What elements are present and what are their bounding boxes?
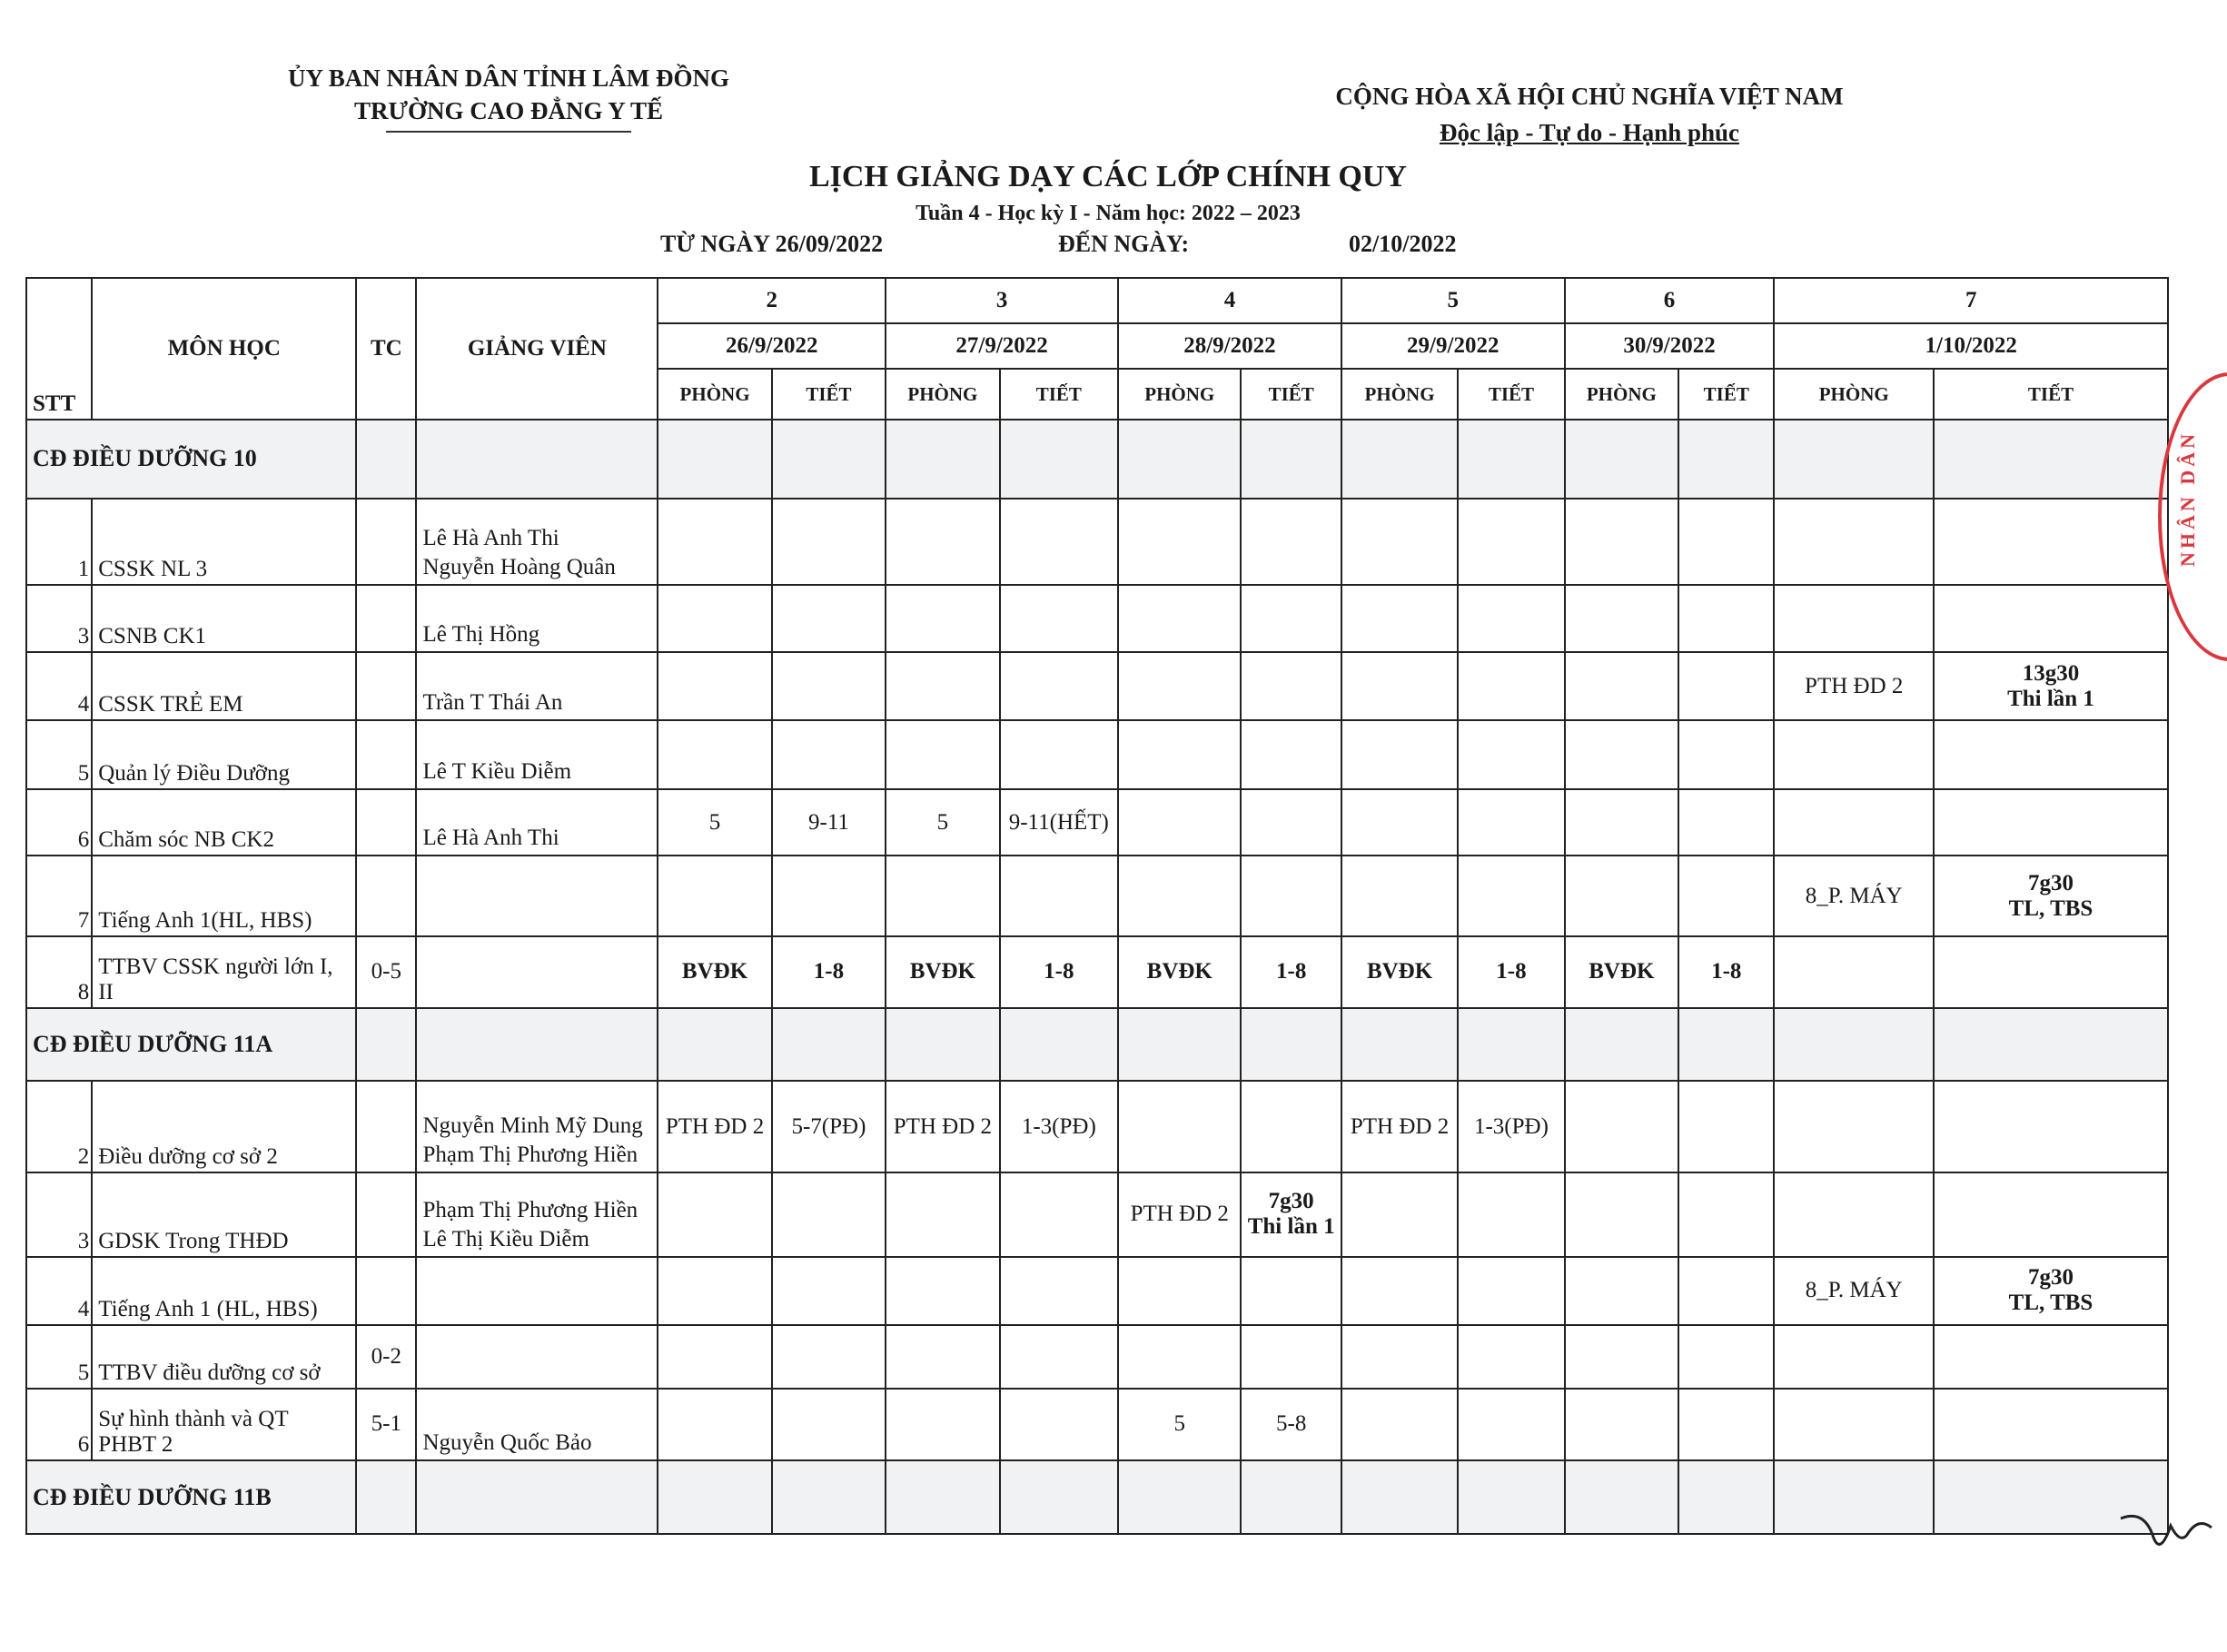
room-cell [1565,1325,1678,1389]
period-cell [1678,856,1774,936]
period-cell [1000,1172,1118,1257]
period-cell [1678,1172,1774,1257]
room-cell [886,856,999,936]
room-cell [1774,499,1934,586]
room-header-4: PHÒNG [1565,369,1678,420]
class-group-row [26,1460,2168,1534]
day-date-thu: 29/9/2022 [1341,323,1565,369]
room-cell [658,856,771,936]
period-cell [1678,1389,1774,1461]
period-cell [1678,652,1774,721]
credit-value [356,652,416,721]
course-row [26,789,2168,856]
room-cell [886,1389,999,1461]
empty-cell [416,1008,658,1082]
org-province: ỦY BAN NHÂN DÂN TỈNH LÂM ĐỒNG [287,64,729,92]
room-cell [1565,1172,1678,1257]
period-header-0: TIẾT [772,369,886,420]
period-cell [1458,789,1564,856]
subject-name: Sự hình thành và QT PHBT 2 [92,1389,356,1461]
credit-value [356,499,416,586]
room-cell: BVĐK [1341,936,1458,1008]
subject-name: CSNB CK1 [92,585,356,652]
room-cell: PTH ĐD 2 [1118,1172,1241,1257]
credit-value: 0-2 [356,1325,416,1389]
col-tc: TC [356,278,416,420]
period-cell [1934,936,2168,1008]
room-cell: BVĐK [1118,936,1241,1008]
day-date-mon: 26/9/2022 [658,323,886,369]
period-cell [772,856,886,936]
room-cell [1118,1081,1241,1172]
period-cell [1934,1081,2168,1172]
class-group-row [26,1008,2168,1082]
class-group-name: CĐ ĐIỀU DƯỠNG 10 [26,420,356,499]
period-cell: 1-8 [772,936,886,1008]
room-cell [1565,1081,1678,1172]
empty-cell [886,420,999,499]
row-number: 6 [26,789,92,856]
course-row [26,652,2168,721]
period-cell: 7g30 TL, TBS [1934,856,2168,936]
period-cell [772,1389,886,1461]
room-cell [1341,585,1458,652]
org-underline [386,131,631,133]
empty-cell [1678,1460,1774,1534]
empty-cell [772,1008,886,1082]
day-date-fri: 30/9/2022 [1565,323,1775,369]
period-cell [1458,1325,1564,1389]
period-cell [1000,1325,1118,1389]
credit-value [356,585,416,652]
room-cell [1341,720,1458,789]
credit-value: 5-1 [356,1389,416,1461]
room-cell [1565,720,1678,789]
room-cell: BVĐK [658,936,771,1008]
empty-cell [772,420,886,499]
credit-value [356,1257,416,1326]
period-cell [1678,1257,1774,1326]
subject-name: Chăm sóc NB CK2 [92,789,356,856]
room-cell [886,1325,999,1389]
issuing-organization [272,62,745,133]
empty-cell [1000,1460,1118,1534]
row-number: 1 [26,499,92,586]
period-cell [1241,789,1341,856]
empty-cell [1341,1460,1458,1534]
empty-cell [1458,1460,1564,1534]
day-num-wed: 4 [1118,278,1341,323]
period-cell [772,585,886,652]
room-cell [1341,652,1458,721]
lecturer-name: Lê Hà Anh Thi [416,789,658,856]
empty-cell [1341,420,1458,499]
lecturer-name [416,1325,658,1389]
period-cell [772,1172,886,1257]
row-number: 5 [26,1325,92,1389]
to-date-label: ĐẾN NGÀY: [1058,231,1190,257]
empty-cell [1934,1008,2168,1082]
room-cell: PTH ĐD 2 [1341,1081,1458,1172]
empty-cell [1118,1008,1241,1082]
row-number: 6 [26,1389,92,1461]
schedule-table [25,277,2169,1535]
period-cell [1678,499,1774,586]
lecturer-name: Lê Thị Hồng [416,585,658,652]
room-cell [1774,1172,1934,1257]
empty-cell [1241,1460,1341,1534]
period-cell: 5-7(PĐ) [772,1081,886,1172]
day-date-wed: 28/9/2022 [1118,323,1341,369]
empty-cell [356,1008,416,1082]
room-cell [1565,1257,1678,1326]
empty-cell [1241,420,1341,499]
empty-cell [416,420,658,499]
room-cell [1118,1325,1241,1389]
period-cell [1241,499,1341,586]
from-date: TỪ NGÀY 26/09/2022 [660,231,884,257]
class-group-row [26,420,2168,499]
period-cell: 9-11(HẾT) [1000,789,1118,856]
room-header-3: PHÒNG [1341,369,1458,420]
room-cell: 5 [1118,1389,1241,1461]
room-cell [1565,856,1678,936]
period-cell [1458,720,1564,789]
period-cell [1678,1325,1774,1389]
course-row [26,1389,2168,1461]
period-cell [1678,585,1774,652]
course-row [26,1257,2168,1326]
room-cell: 8_P. MÁY [1774,856,1934,936]
room-cell [1565,499,1678,586]
lecturer-name: Lê T Kiều Diễm [416,720,658,789]
room-header-2: PHÒNG [1118,369,1241,420]
credit-value [356,1081,416,1172]
period-cell [1458,585,1564,652]
period-cell: 1-8 [1458,936,1564,1008]
period-cell: 1-3(PĐ) [1458,1081,1564,1172]
empty-cell [658,420,771,499]
col-stt: STT [26,278,92,420]
credit-value [356,856,416,936]
period-cell [1934,499,2168,586]
subject-name: TTBV CSSK người lớn I, II [92,936,356,1008]
period-cell: 7g30 Thi lần 1 [1241,1172,1341,1257]
course-row [26,720,2168,789]
period-cell [1934,1172,2168,1257]
to-date: 02/10/2022 [1349,231,1457,257]
empty-cell [886,1460,999,1534]
room-cell [1118,652,1241,721]
empty-cell [1934,420,2168,499]
subject-name: Tiếng Anh 1 (HL, HBS) [92,1257,356,1326]
course-row [26,585,2168,652]
lecturer-name: Lê Hà Anh Thi Nguyễn Hoàng Quân [416,499,658,586]
day-num-tue: 3 [886,278,1118,323]
empty-cell [1774,420,1934,499]
credit-value [356,1172,416,1257]
period-cell [772,1257,886,1326]
period-cell: 1-8 [1000,936,1118,1008]
period-header-4: TIẾT [1678,369,1774,420]
period-cell: 5-8 [1241,1389,1341,1461]
empty-cell [1565,420,1678,499]
empty-cell [1000,1008,1118,1082]
day-num-mon: 2 [658,278,886,323]
course-row [26,856,2168,936]
empty-cell [1774,1008,1934,1082]
room-cell: 5 [886,789,999,856]
room-cell [886,1257,999,1326]
room-cell [1341,789,1458,856]
day-number-row [26,278,2168,323]
credit-value [356,720,416,789]
period-cell [1000,1257,1118,1326]
room-cell [1774,1325,1934,1389]
room-cell [658,652,771,721]
room-header-1: PHÒNG [886,369,999,420]
course-row [26,936,2168,1008]
room-cell [1565,652,1678,721]
course-row [26,499,2168,586]
period-cell [772,720,886,789]
room-cell: PTH ĐD 2 [658,1081,771,1172]
room-cell [1341,1257,1458,1326]
room-cell [1565,789,1678,856]
row-number: 7 [26,856,92,936]
empty-cell [658,1460,771,1534]
empty-cell [1458,420,1564,499]
room-cell [1118,499,1241,586]
day-date-sat: 1/10/2022 [1774,323,2168,369]
period-cell [1000,499,1118,586]
period-cell [1241,856,1341,936]
period-cell [1000,652,1118,721]
row-number: 3 [26,1172,92,1257]
room-cell: 8_P. MÁY [1774,1257,1934,1326]
day-date-tue: 27/9/2022 [886,323,1118,369]
room-cell: PTH ĐD 2 [1774,652,1934,721]
document-title: LỊCH GIẢNG DẠY CÁC LỚP CHÍNH QUY [808,160,1407,193]
empty-cell [1118,420,1241,499]
week-subtitle: Tuần 4 - Học kỳ I - Năm học: 2022 – 2023 [916,202,1301,225]
credit-value: 0-5 [356,936,416,1008]
room-cell [1341,1389,1458,1461]
period-cell: 1-8 [1678,936,1774,1008]
room-cell [886,652,999,721]
empty-cell [886,1008,999,1082]
room-cell [1341,499,1458,586]
room-cell [658,1257,771,1326]
empty-cell [356,420,416,499]
room-cell [1774,720,1934,789]
row-number: 3 [26,585,92,652]
room-cell [658,499,771,586]
day-num-fri: 6 [1565,278,1775,323]
period-cell [1458,652,1564,721]
room-cell: BVĐK [1565,936,1678,1008]
lecturer-name: Trần T Thái An [416,652,658,721]
signature-mark [2116,1508,2216,1562]
room-header-5: PHÒNG [1774,369,1934,420]
empty-cell [1678,420,1774,499]
room-cell: PTH ĐD 2 [886,1081,999,1172]
lecturer-name [416,856,658,936]
empty-cell [1678,1008,1774,1082]
day-num-thu: 5 [1341,278,1565,323]
room-cell [658,585,771,652]
room-cell: 5 [658,789,771,856]
empty-cell [1565,1460,1678,1534]
period-cell [772,652,886,721]
room-cell [1341,1172,1458,1257]
empty-cell [1565,1008,1678,1082]
credit-value [356,789,416,856]
period-header-3: TIẾT [1458,369,1564,420]
empty-cell [1118,1460,1241,1534]
row-number: 5 [26,720,92,789]
empty-cell [416,1460,658,1534]
period-cell [1934,585,2168,652]
row-number: 4 [26,652,92,721]
period-cell: 1-8 [1241,936,1341,1008]
room-cell [658,720,771,789]
lecturer-name: Phạm Thị Phương Hiền Lê Thị Kiều Diễm [416,1172,658,1257]
subject-name: TTBV điều dưỡng cơ sở [92,1325,356,1389]
room-cell [886,1172,999,1257]
room-cell [886,499,999,586]
subject-name: CSSK TRẺ EM [92,652,356,721]
room-cell [1341,1325,1458,1389]
subject-name: Tiếng Anh 1(HL, HBS) [92,856,356,936]
room-cell [1565,585,1678,652]
period-cell [1241,585,1341,652]
room-cell [1774,1389,1934,1461]
period-cell [1934,720,2168,789]
room-cell [1118,789,1241,856]
period-cell [1241,720,1341,789]
period-cell [1000,1389,1118,1461]
room-cell [1774,585,1934,652]
period-header-2: TIẾT [1241,369,1341,420]
room-cell [1118,585,1241,652]
period-cell [1458,1389,1564,1461]
col-subject: MÔN HỌC [92,278,356,420]
period-cell [1678,1081,1774,1172]
day-num-sat: 7 [1774,278,2168,323]
empty-cell [658,1008,771,1082]
period-cell [1458,1172,1564,1257]
room-cell [1565,1389,1678,1461]
period-cell [772,499,886,586]
period-cell [1241,1257,1341,1326]
national-motto [1308,78,1871,151]
period-cell: 7g30 TL, TBS [1934,1257,2168,1326]
period-cell: 9-11 [772,789,886,856]
period-cell [1678,789,1774,856]
class-group-name: CĐ ĐIỀU DƯỠNG 11A [26,1008,356,1082]
stamp-text: NHÂN DÂN [2176,430,2199,567]
room-cell [1774,936,1934,1008]
class-group-name: CĐ ĐIỀU DƯỠNG 11B [26,1460,356,1534]
room-cell [658,1389,771,1461]
country-name: CỘNG HÒA XÃ HỘI CHỦ NGHĨA VIỆT NAM [1335,83,1844,110]
subject-name: GDSK Trong THĐD [92,1172,356,1257]
lecturer-name: Nguyễn Quốc Bảo [416,1389,658,1461]
subject-name: Quản lý Điều Dưỡng [92,720,356,789]
period-cell: 13g30 Thi lần 1 [1934,652,2168,721]
empty-cell [772,1460,886,1534]
table-body [26,420,2168,1534]
lecturer-name [416,1257,658,1326]
course-row [26,1081,2168,1172]
period-cell [1000,856,1118,936]
room-cell [658,1325,771,1389]
room-cell [1341,856,1458,936]
course-row [26,1325,2168,1389]
empty-cell [1458,1008,1564,1082]
period-cell [1458,1257,1564,1326]
room-cell [1118,720,1241,789]
period-cell [1678,720,1774,789]
course-row [26,1172,2168,1257]
period-cell [1458,499,1564,586]
period-header-1: TIẾT [1000,369,1118,420]
room-cell [658,1172,771,1257]
period-cell [772,1325,886,1389]
motto-line: Độc lập - Tự do - Hạnh phúc [1439,119,1740,146]
period-cell [1934,1325,2168,1389]
empty-cell [1241,1008,1341,1082]
period-cell [1241,1325,1341,1389]
row-number: 4 [26,1257,92,1326]
room-cell [1774,789,1934,856]
period-cell [1458,856,1564,936]
period-cell [1000,720,1118,789]
col-lecturer: GIẢNG VIÊN [416,278,658,420]
period-cell [1000,585,1118,652]
period-cell [1241,652,1341,721]
period-header-5: TIẾT [1934,369,2168,420]
subject-name: CSSK NL 3 [92,499,356,586]
empty-cell [1000,420,1118,499]
room-header-0: PHÒNG [658,369,771,420]
room-cell [1118,856,1241,936]
room-cell [886,720,999,789]
row-number: 8 [26,936,92,1008]
period-cell: 1-3(PĐ) [1000,1081,1118,1172]
room-cell: BVĐK [886,936,999,1008]
room-cell [1118,1257,1241,1326]
room-cell [886,585,999,652]
empty-cell [1774,1460,1934,1534]
lecturer-name [416,936,658,1008]
room-cell [1774,1081,1934,1172]
lecturer-name: Nguyễn Minh Mỹ Dung Phạm Thị Phương Hiền [416,1081,658,1172]
org-school: TRƯỜNG CAO ĐẲNG Y TẾ [353,97,664,124]
period-cell [1934,789,2168,856]
empty-cell [356,1460,416,1534]
table-header [26,278,2168,420]
empty-cell [1341,1008,1458,1082]
period-cell [1241,1081,1341,1172]
subject-name: Điều dưỡng cơ sở 2 [92,1081,356,1172]
period-cell [1934,1389,2168,1461]
row-number: 2 [26,1081,92,1172]
